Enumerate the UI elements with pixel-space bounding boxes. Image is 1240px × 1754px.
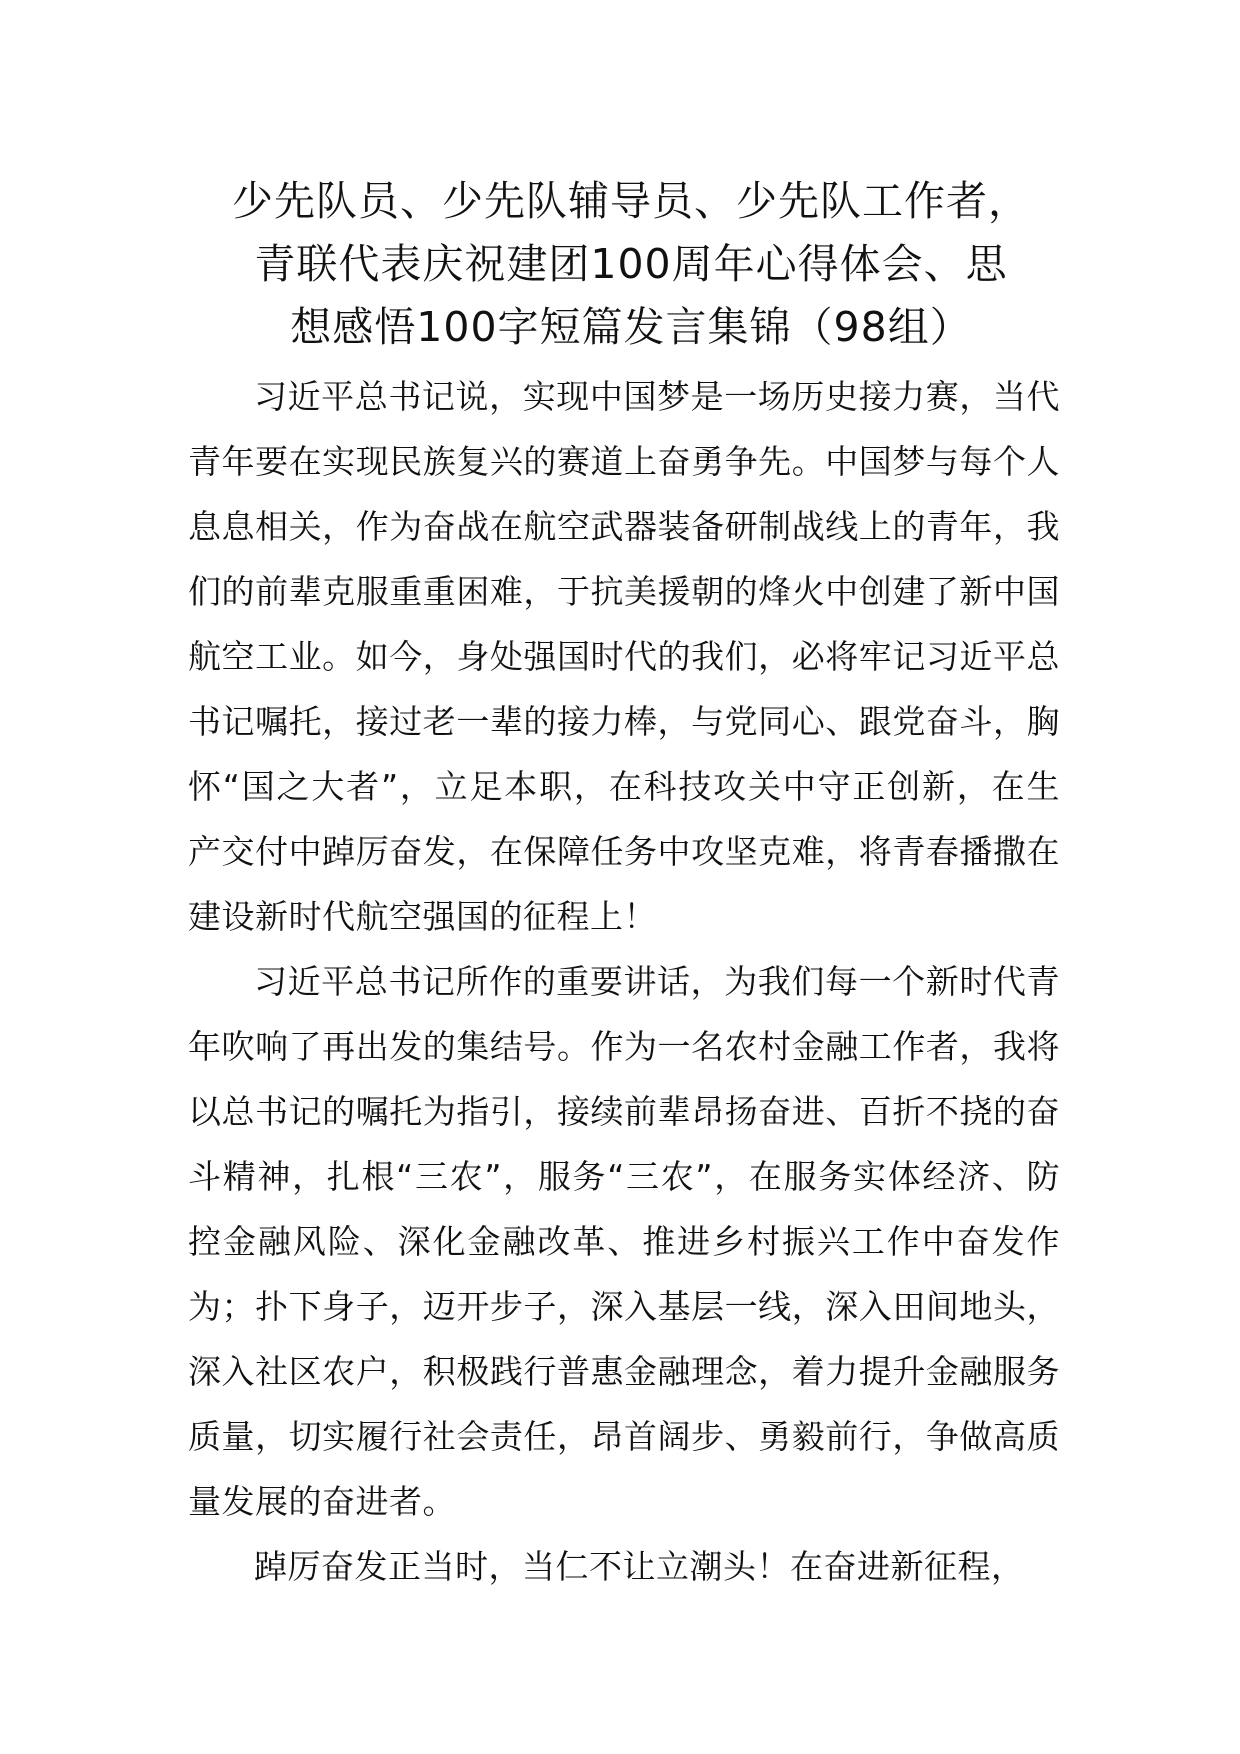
paragraph-3: 踔厉奋发正当时，当仁不让立潮头！在奋进新征程， [254,1547,1025,1586]
paragraph-2: 习近平总书记所作的重要讲话，为我们每一个新时代青年吹响了再出发的集结号。作为一名农村金融工作者，我将以总书记的嘱托为指引，接续前辈昂扬奋进、百折不挠的奋斗精神，扎根“三农”，服务“三农”，在服务实体经济、防控金融风险、深化金融改革、推进乡村振兴工作中奋发作为；扑下身子，迈开步子，深入基层一线，深入田间地头，深入社区农户，积极践行普惠金融理念，着力提升金融服务质量，切实履行社会责任，昂首阔步、勇毅前行，争做高质量发展的奋进者。 [188,962,1060,1521]
title-line-1: 少先队员、少先队辅导员、少先队工作者， [232,177,1030,225]
document-body [188,364,1060,1599]
document-title [186,170,1076,359]
title-line-3: 想感悟100字短篇发言集锦（98组） [290,303,972,351]
paragraph-1: 习近平总书记说，实现中国梦是一场历史接力赛，当代青年要在实现民族复兴的赛道上奋勇争先。中国梦与每个人息息相关，作为奋战在航空武器装备研制战线上的青年，我们的前辈克服重重困难，于抗美援朝的烽火中创建了新中国航空工业。如今，身处强国时代的我们，必将牢记习近平总书记嘱托，接过老一辈的接力棒，与党同心、跟党奋斗，胸怀“国之大者”，立足本职，在科技攻关中守正创新，在生产交付中踔厉奋发，在保障任务中攻坚克难，将青春播撒在建设新时代航空强国的征程上！ [188,377,1060,936]
title-line-2: 青联代表庆祝建团100周年心得体会、思 [254,240,1008,288]
